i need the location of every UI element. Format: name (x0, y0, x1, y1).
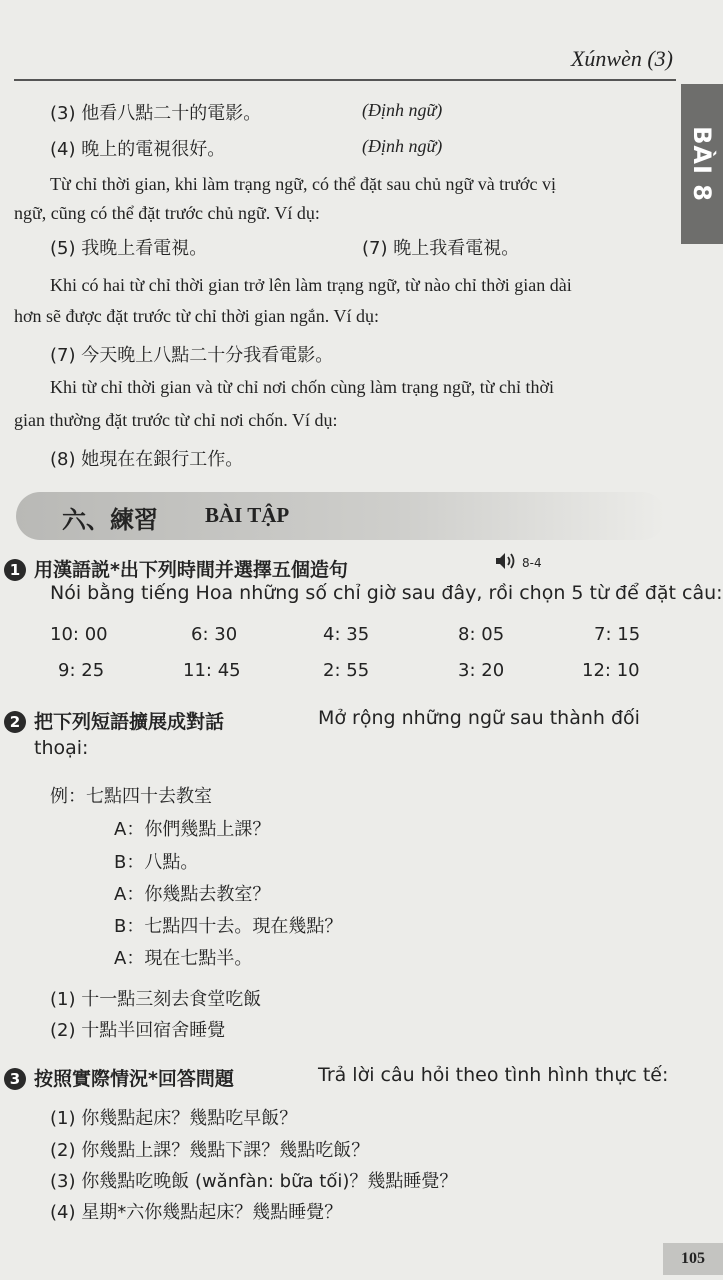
speaker-glyph (494, 550, 520, 572)
example-3: (3) 他看八點二十的電影。 (50, 103, 262, 124)
time-item: 8: 05 (458, 624, 505, 645)
task-3-title-vn: Trả lời câu hỏi theo tình hình thực tế: (318, 1064, 669, 1086)
example-7a: (7) 晚上我看電視。 (362, 238, 520, 259)
example-5: (5) 我晚上看電視。 (50, 238, 208, 259)
time-item: 10: 00 (50, 624, 108, 645)
task-1-number: 1 (4, 559, 26, 581)
header-rule (14, 79, 676, 81)
dialog-line: B：七點四十去。現在幾點？ (114, 916, 343, 937)
time-item: 12: 10 (582, 660, 640, 681)
task-2-item: (2) 十點半回宿舍睡覺 (50, 1020, 226, 1041)
task-2-item: (1) 十一點三刻去食堂吃飯 (50, 989, 262, 1010)
example-8: (8) 她現在在銀行工作。 (50, 449, 244, 470)
task-3-item: (2) 你幾點上課？幾點下課？幾點吃飯？ (50, 1140, 370, 1161)
task-2-number: 2 (4, 711, 26, 733)
dialog-line: B：八點。 (114, 852, 199, 873)
time-item: 11: 45 (183, 660, 241, 681)
section-title-cn: 六、練習 (62, 506, 158, 534)
time-item: 6: 30 (191, 624, 238, 645)
task-3-item: (3) 你幾點吃晚飯 (wǎnfàn: bữa tối)？幾點睡覺？ (50, 1171, 458, 1192)
lesson-side-tab (681, 84, 723, 244)
task-1-title-cn: 用漢語説*出下列時間并選擇五個造句 (34, 559, 348, 581)
example-4: (4) 晚上的電視很好。 (50, 139, 226, 160)
dialog-line: A：現在七點半。 (114, 948, 253, 969)
task-3-item: (4) 星期*六你幾點起床？幾點睡覺？ (50, 1202, 343, 1223)
task-1-title-vn: Nói bằng tiếng Hoa những số chỉ giờ sau đây, rồi chọn 5 từ để đặt câu: (50, 582, 723, 604)
task-3-number: 3 (4, 1068, 26, 1090)
example-7b: (7) 今天晚上八點二十分我看電影。 (50, 345, 334, 366)
task-2-title-vn-line-2: thoại: (34, 737, 89, 759)
paragraph-2-line-2: hơn sẽ được đặt trước từ chỉ thời gian ngắn. Ví dụ: (14, 306, 379, 326)
time-item: 3: 20 (458, 660, 505, 681)
time-item: 9: 25 (58, 660, 105, 681)
dialog-line: A：你們幾點上課？ (114, 819, 271, 840)
task-3-title-cn: 按照實際情況*回答問題 (34, 1068, 234, 1090)
lesson-tab-label: BÀI 8 (688, 126, 716, 202)
time-item: 2: 55 (323, 660, 370, 681)
paragraph-3-line-2: gian thường đặt trước từ chỉ nơi chốn. Ví dụ: (14, 410, 338, 430)
running-header: Xúnwèn (3) (570, 46, 673, 71)
section-title-vn: BÀI TẬP (205, 503, 290, 527)
example-4-note: (Định ngữ) (362, 136, 443, 156)
example-3-note: (Định ngữ) (362, 100, 443, 120)
dialog-line: A：你幾點去教室？ (114, 884, 271, 905)
paragraph-1-line-2: ngữ, cũng có thể đặt trước chủ ngữ. Ví dụ: (14, 203, 320, 223)
paragraph-1-line-1: Từ chỉ thời gian, khi làm trạng ngữ, có thể đặt sau chủ ngữ và trước vị (50, 174, 556, 194)
task-2-title-vn-line-1: Mở rộng những ngữ sau thành đối (318, 707, 640, 729)
paragraph-3-line-1: Khi từ chỉ thời gian và từ chỉ nơi chốn cùng làm trạng ngữ, từ chỉ thời (50, 377, 554, 397)
task-2-example-label: 例：七點四十去教室 (50, 786, 212, 807)
task-3-item: (1) 你幾點起床？幾點吃早飯？ (50, 1108, 298, 1129)
task-2-title-cn: 把下列短語擴展成對話 (34, 711, 225, 733)
time-item: 4: 35 (323, 624, 370, 645)
speaker-icon[interactable] (494, 550, 520, 576)
paragraph-2-line-1: Khi có hai từ chỉ thời gian trở lên làm trạng ngữ, từ nào chỉ thời gian dài (50, 275, 572, 295)
time-item: 7: 15 (594, 624, 641, 645)
page-number: 105 (663, 1243, 723, 1275)
audio-track-code: 8-4 (522, 556, 542, 570)
